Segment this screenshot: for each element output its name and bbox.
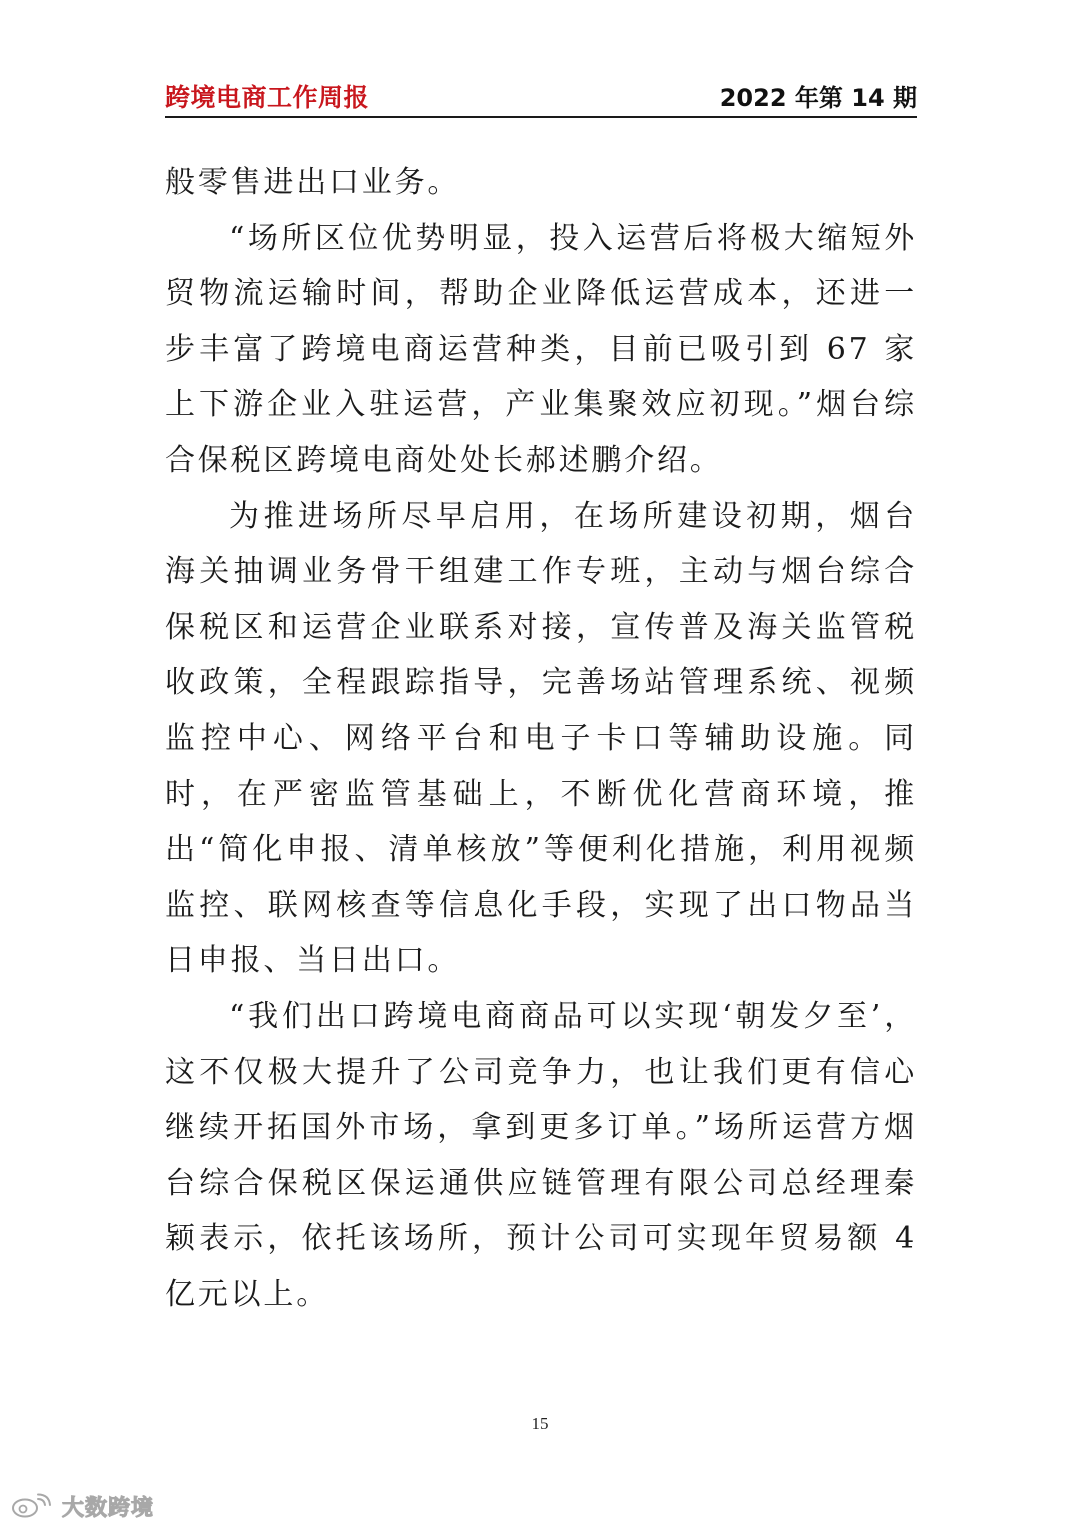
article-body (165, 155, 917, 1322)
watermark (8, 1490, 154, 1522)
watermark-text: 大数跨境 (62, 1495, 155, 1521)
issue-number: 2022 年第 14 期 (719, 84, 917, 112)
paragraph-continuation: 般零售进出口业务。 (165, 165, 461, 200)
header-divider (165, 116, 917, 118)
paragraph-customs-measures: 为推进场所尽早启用，在场所建设初期，烟台海关抽调业务骨干组建工作专班，主动与烟台综合保税区和运营企业联系对接，宣传普及海关监管税收政策，全程跟踪指导，完善场站管理系统、视频监控中心、网络平台和电子卡口等辅助设施。同时，在严密监管基础上，不断优化营商环境，推出“简化申报、清单核放”等便利化措施，利用视频监控、联网核查等信息化手段，实现了出口物品当日申报、当日出口。 (165, 498, 917, 979)
paragraph-quote-qin: “我们出口跨境电商商品可以实现‘朝发夕至’，这不仅极大提升了公司竞争力，也让我们更有信心继续开拓国外市场，拿到更多订单。”场所运营方烟台综合保税区保运通供应链管理有限公司总经理秦颖表示，依托该场所，预计公司可实现年贸易额 4 亿元以上。 (165, 998, 917, 1312)
report-title: 跨境电商工作周报 (165, 83, 370, 112)
page-number: 15 (531, 1414, 549, 1433)
paragraph-quote-hao: “场所区位优势明显，投入运营后将极大缩短外贸物流运输时间，帮助企业降低运营成本，还进一步丰富了跨境电商运营种类，目前已吸引到 67 家上下游企业入驻运营，产业集聚效应初现。”烟台综合保税区跨境电商处处长郝述鹏介绍。 (165, 220, 917, 478)
page-header (165, 72, 917, 112)
weibo-style-logo-icon (8, 1493, 58, 1519)
